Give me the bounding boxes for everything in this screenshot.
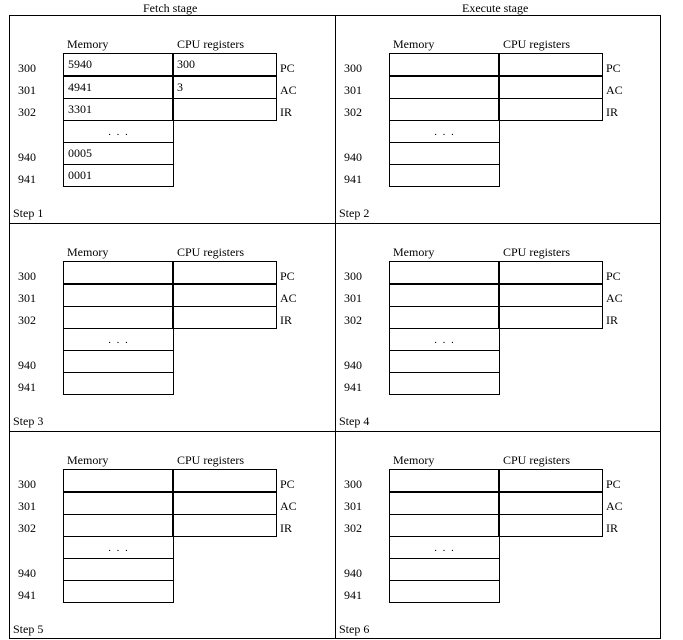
memory-ellipsis: · · · [107, 337, 130, 349]
memory-address: 940 [18, 150, 36, 164]
register-cell [498, 492, 603, 515]
register-name: IR [280, 313, 292, 327]
memory-cell: 0001 [63, 164, 174, 187]
memory-cell [63, 514, 174, 537]
register-cell [172, 306, 277, 329]
step-panel [10, 16, 335, 224]
memory-address: 301 [18, 499, 36, 513]
register-name: AC [606, 499, 623, 513]
register-cell [172, 284, 277, 307]
memory-address: 302 [344, 313, 362, 327]
register-cell [172, 492, 277, 515]
registers-header: CPU registers [177, 453, 244, 467]
register-name: AC [606, 291, 623, 305]
register-name: PC [606, 61, 621, 75]
register-name: IR [606, 105, 618, 119]
register-name: IR [606, 313, 618, 327]
step-panel [336, 224, 661, 432]
memory-address: 941 [18, 172, 36, 186]
memory-cell [389, 372, 500, 395]
memory-address: 301 [18, 291, 36, 305]
step-panel [10, 224, 335, 432]
registers-header: CPU registers [177, 37, 244, 51]
memory-address: 300 [18, 269, 36, 283]
memory-ellipsis: · · · [433, 545, 456, 557]
step-label: Step 5 [13, 622, 44, 636]
memory-cell: 4941 [63, 76, 174, 99]
memory-address: 941 [344, 172, 362, 186]
step-panel [336, 16, 661, 224]
memory-address: 300 [344, 61, 362, 75]
memory-cell [389, 53, 500, 76]
memory-cell [63, 261, 174, 284]
register-name: PC [280, 61, 295, 75]
register-cell: 3 [172, 76, 277, 99]
memory-address: 940 [344, 358, 362, 372]
register-name: PC [606, 269, 621, 283]
memory-cell [389, 469, 500, 492]
memory-cell [63, 306, 174, 329]
memory-header: Memory [393, 453, 435, 467]
register-cell [498, 261, 603, 284]
memory-cell [389, 580, 500, 603]
memory-cell [389, 284, 500, 307]
memory-address: 302 [344, 105, 362, 119]
register-name: PC [280, 477, 295, 491]
memory-address: 301 [18, 83, 36, 97]
memory-address: 300 [344, 269, 362, 283]
memory-ellipsis: · · · [107, 129, 130, 141]
register-cell [172, 98, 277, 121]
step-label: Step 3 [13, 414, 44, 428]
step-panel [10, 432, 335, 640]
memory-address: 302 [18, 105, 36, 119]
memory-address: 940 [344, 150, 362, 164]
memory-address: 300 [18, 477, 36, 491]
memory-cell [63, 469, 174, 492]
register-cell [172, 514, 277, 537]
register-cell [498, 53, 603, 76]
memory-cell: 3301 [63, 98, 174, 121]
register-cell: 300 [172, 53, 277, 76]
memory-address: 302 [344, 521, 362, 535]
memory-cell [63, 372, 174, 395]
memory-address: 301 [344, 83, 362, 97]
memory-ellipsis: · · · [107, 545, 130, 557]
registers-header: CPU registers [503, 453, 570, 467]
step-panel [336, 432, 661, 640]
register-cell [498, 469, 603, 492]
steps-grid [9, 15, 661, 639]
memory-ellipsis: · · · [433, 337, 456, 349]
register-name: AC [606, 83, 623, 97]
registers-header: CPU registers [503, 37, 570, 51]
fetch-stage-title: Fetch stage [143, 1, 198, 15]
memory-address: 941 [18, 588, 36, 602]
register-cell [172, 261, 277, 284]
register-cell [172, 469, 277, 492]
memory-cell [389, 98, 500, 121]
memory-address: 940 [18, 358, 36, 372]
memory-cell [63, 580, 174, 603]
memory-header: Memory [393, 245, 435, 259]
register-name: PC [280, 269, 295, 283]
memory-cell [389, 514, 500, 537]
memory-address: 300 [18, 61, 36, 75]
memory-address: 940 [18, 566, 36, 580]
register-name: AC [280, 499, 297, 513]
memory-cell: 5940 [63, 53, 174, 76]
memory-cell: 0005 [63, 142, 174, 165]
register-cell [498, 98, 603, 121]
memory-cell [389, 76, 500, 99]
register-name: IR [280, 521, 292, 535]
memory-header: Memory [67, 245, 109, 259]
register-cell [498, 76, 603, 99]
memory-header: Memory [67, 37, 109, 51]
register-cell [498, 284, 603, 307]
memory-cell [389, 492, 500, 515]
register-name: PC [606, 477, 621, 491]
memory-ellipsis: · · · [433, 129, 456, 141]
step-label: Step 4 [339, 414, 370, 428]
memory-cell [389, 306, 500, 329]
step-label: Step 2 [339, 206, 370, 220]
memory-address: 301 [344, 291, 362, 305]
registers-header: CPU registers [177, 245, 244, 259]
step-label: Step 6 [339, 622, 370, 636]
register-cell [498, 306, 603, 329]
register-name: IR [280, 105, 292, 119]
memory-address: 302 [18, 313, 36, 327]
memory-cell [63, 492, 174, 515]
memory-address: 300 [344, 477, 362, 491]
memory-cell [63, 284, 174, 307]
execute-stage-title: Execute stage [462, 1, 529, 15]
register-name: IR [606, 521, 618, 535]
memory-address: 302 [18, 521, 36, 535]
memory-address: 941 [18, 380, 36, 394]
register-name: AC [280, 291, 297, 305]
memory-cell [389, 164, 500, 187]
step-label: Step 1 [13, 206, 44, 220]
register-name: AC [280, 83, 297, 97]
memory-address: 301 [344, 499, 362, 513]
memory-address: 941 [344, 588, 362, 602]
register-cell [498, 514, 603, 537]
registers-header: CPU registers [503, 245, 570, 259]
memory-address: 941 [344, 380, 362, 394]
memory-cell [389, 261, 500, 284]
memory-header: Memory [67, 453, 109, 467]
memory-address: 940 [344, 566, 362, 580]
memory-header: Memory [393, 37, 435, 51]
